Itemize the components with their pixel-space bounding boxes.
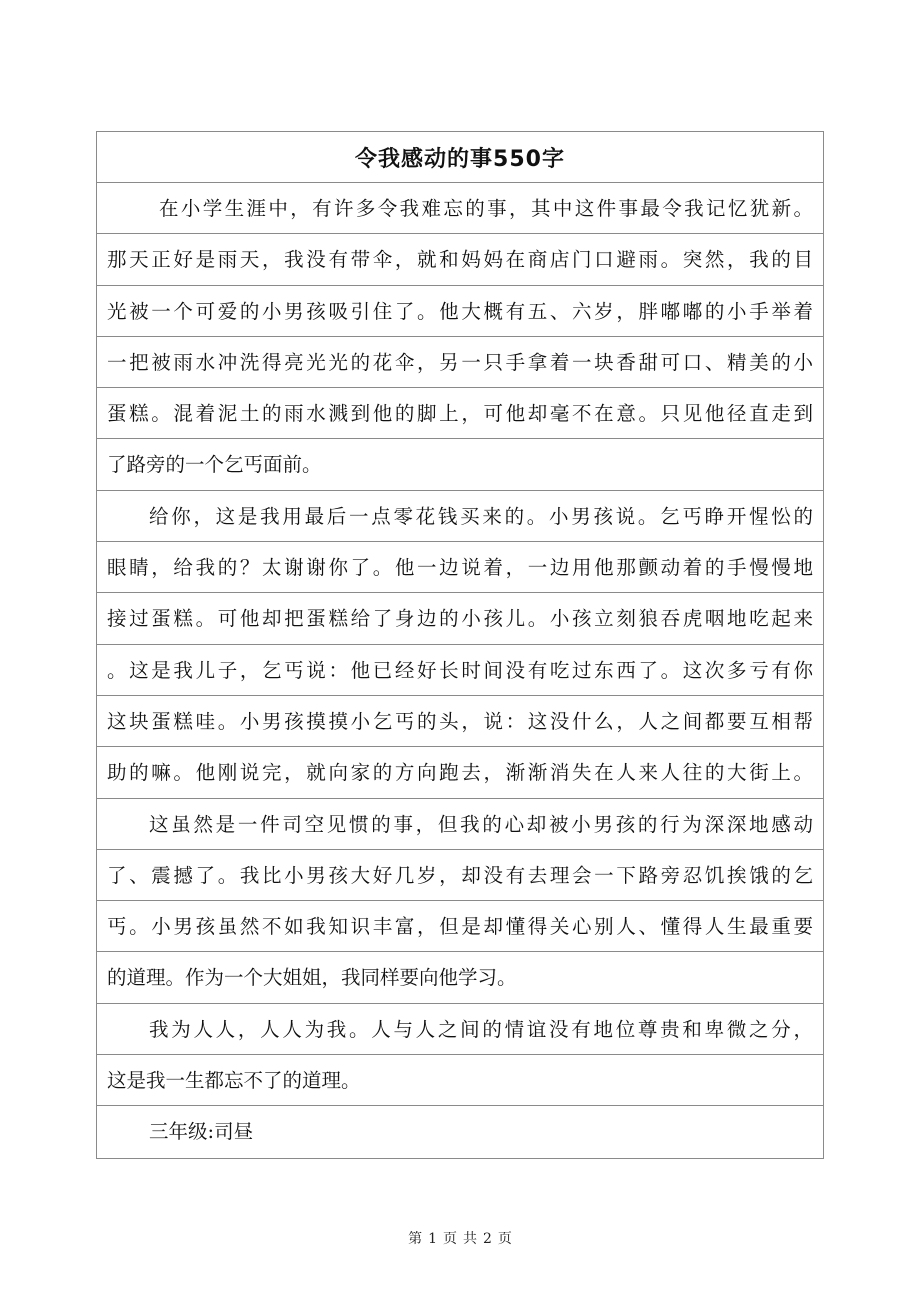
- essay-line: 。这是我儿子，乞丐说：他已经好长时间没有吃过东西了。这次多亏有你: [97, 645, 823, 696]
- essay-line: 这是我一生都忘不了的道理。: [97, 1055, 823, 1106]
- essay-table: [96, 131, 824, 1159]
- essay-line: 三年级:司昼: [149, 1120, 254, 1144]
- essay-line: 蛋糕。混着泥土的雨水溅到他的脚上，可他却毫不在意。只见他径直走到: [97, 388, 823, 439]
- essay-line: 那天正好是雨天，我没有带伞，就和妈妈在商店门口避雨。突然，我的目: [97, 234, 823, 285]
- footer-total-pages: 2: [483, 1231, 492, 1247]
- essay-line: 丐。小男孩虽然不如我知识丰富，但是却懂得关心别人、懂得人生最重要: [97, 901, 823, 952]
- essay-line: 的道理。作为一个大姐姐，我同样要向他学习。: [97, 952, 823, 1003]
- essay-line: 这虽然是一件司空见惯的事，但我的心却被小男孩的行为深深地感动: [97, 799, 823, 850]
- footer-page-number: 1: [428, 1231, 437, 1247]
- essay-title: 令我感动的事550字: [97, 132, 823, 183]
- essay-line: 一把被雨水冲洗得亮光光的花伞，另一只手拿着一块香甜可口、精美的小: [97, 337, 823, 388]
- footer-ye: 页: [443, 1231, 457, 1247]
- essay-line: 我为人人，人人为我。人与人之间的情谊没有地位尊贵和卑微之分，: [97, 1004, 823, 1055]
- essay-line: 眼睛，给我的？太谢谢你了。他一边说着，一边用他那颤动着的手慢慢地: [97, 542, 823, 593]
- essay-line: 光被一个可爱的小男孩吸引住了。他大概有五、六岁，胖嘟嘟的小手举着: [97, 286, 823, 337]
- essay-body: [97, 183, 823, 1158]
- footer-di: 第: [408, 1231, 423, 1247]
- essay-line: 给你，这是我用最后一点零花钱买来的。小男孩说。乞丐睁开惺忪的: [97, 491, 823, 542]
- essay-line: 助的嘛。他刚说完，就向家的方向跑去，渐渐消失在人来人往的大街上。: [97, 747, 823, 798]
- essay-line: 了、震撼了。我比小男孩大好几岁，却没有去理会一下路旁忍饥挨饿的乞: [97, 850, 823, 901]
- essay-line: 这块蛋糕哇。小男孩摸摸小乞丐的头，说：这没什么，人之间都要互相帮: [97, 696, 823, 747]
- essay-line: 接过蛋糕。可他却把蛋糕给了身边的小孩儿。小孩立刻狼吞虎咽地吃起来: [97, 593, 823, 644]
- footer-gong: 共: [463, 1231, 477, 1247]
- essay-line: 在小学生涯中，有许多令我难忘的事，其中这件事最令我记忆犹新。: [97, 183, 823, 234]
- page-footer: [0, 1228, 920, 1248]
- footer-ye-2: 页: [497, 1231, 512, 1247]
- essay-line: 了路旁的一个乞丐面前。: [97, 439, 823, 490]
